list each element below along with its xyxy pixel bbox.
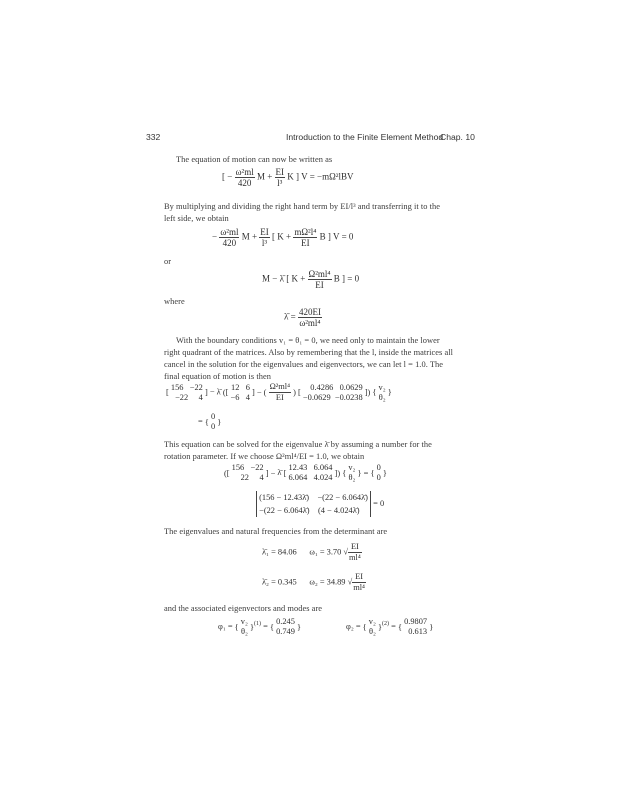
mode1-theta2: θ₂: [240, 627, 248, 636]
eq5-m-12: −22: [189, 382, 203, 392]
eq6-m-11: 156: [231, 463, 245, 472]
eq6-lambda: λ̄: [277, 467, 282, 477]
eq5-matrix-b: [303, 383, 363, 403]
equation-6: ([ 156 −22 22 4 ] − λ̄ [ 12.43 6.064 6.064 4.024 ]) { v₂ θ₂ } = { 0 0 }: [224, 463, 387, 482]
para-boundary-line2: right quadrant of the matrices. Also by remembering that the l, inside the matrices all: [164, 348, 454, 357]
eq1-mid: M +: [256, 171, 273, 182]
eq1-den1: 420: [237, 178, 252, 188]
eq1-lead: [ −: [222, 171, 233, 182]
eq6-matrix-m: [232, 463, 264, 483]
eq5-zero-vector: [211, 412, 215, 432]
eq6-m-21: 22: [240, 473, 249, 482]
mode1-label: φ₁ =: [218, 621, 233, 631]
eq5-zero-2: 0: [210, 422, 216, 431]
mode1-sup: (1): [254, 621, 262, 628]
para-multiply-line1: By multiplying and dividing the right hand term by EI/l³ and transferring it to the: [164, 202, 441, 211]
mode2-values: [404, 617, 427, 637]
equation-4: [284, 307, 322, 328]
mode2-vec: [369, 617, 376, 637]
page-number: 332: [146, 132, 161, 142]
mode2-v2: v₂: [368, 617, 376, 626]
para-multiply-line2: left side, we obtain: [164, 214, 229, 223]
eq2-lead: −: [212, 231, 218, 242]
eq2-mid: M +: [241, 231, 260, 242]
para-boundary-line4: final equation of motion is then: [164, 372, 271, 381]
eq6-vec-v2: v₂: [348, 463, 356, 472]
eq6-k-21: 6.064: [288, 473, 308, 482]
eq6-m-12: −22: [250, 463, 264, 472]
eq5-matrix-m: [171, 383, 203, 403]
eq2-tail: B ] V = 0: [319, 231, 354, 242]
eq5-m-21: −22: [175, 392, 189, 402]
eq7-a11: (156 − 12.43λ̄): [259, 493, 310, 502]
eq7-rhs: = 0: [373, 498, 385, 508]
eq1-num1: ω²ml: [235, 167, 254, 177]
para-boundary-line3: cancel in the solution for the eigenvalues and eigenvectors, we can let l = 1.0. The: [164, 360, 443, 369]
eigen-result-2: λ̄₂ = 0.345 ω₂ = 34.89 √ $\frac{EI}{\text{ml⁴}}$: [262, 572, 365, 592]
eq5-b-12: 0.0629: [339, 382, 363, 392]
eq5-k-11: 12: [231, 382, 240, 392]
mode-2: φ₂ = { v₂ θ₂ }$^{(2)}$ = { 0.9807 0.613 }: [346, 617, 434, 636]
eq6-vec-theta2: θ₂: [348, 473, 356, 482]
mode1-val2: 0.749: [276, 627, 295, 636]
eq2-num3: mΩ²l⁴: [294, 227, 317, 237]
eq5-m-22: 4: [198, 392, 203, 402]
eq2-den3: EI: [301, 238, 310, 248]
eq5-lambda: − λ̄: [209, 387, 221, 397]
eig2-omega: ω₂ = 34.89: [309, 577, 346, 587]
eq1-tail: K ] V = −mΩ²lBV: [287, 171, 354, 182]
eq5-k-21: −6: [230, 392, 240, 402]
eq6-matrix-k: [288, 463, 332, 483]
eq1-num2: EI: [275, 167, 285, 177]
eig2-den: ml⁴: [353, 583, 365, 592]
eig2-num: EI: [352, 572, 366, 583]
eq7-a21: −(22 − 6.064λ̄): [259, 506, 310, 515]
eq4-den: ω²ml⁴: [299, 318, 321, 328]
mode1-values: [276, 617, 295, 637]
eq5-vec-theta2: θ₂: [378, 392, 386, 402]
equation-5: [ 156 −22 −22 4 ] − λ̄ ([ 12 6 −6 4 ] − ( $\frac{\text{Ω²ml⁴}}{EI}$ ) [ 0.4286 0.0629 −0.0629 −0.0238 ]) { v₂ θ₂ }: [166, 382, 392, 402]
mode-1: φ₁ = { v₂ θ₂ }$^{(1)}$ = { 0.245 0.749 }: [218, 617, 302, 636]
or-word: or: [164, 257, 172, 266]
para-solve-line2: rotation parameter. If we choose Ω²ml⁴/EI = 1.0, we obtain: [164, 452, 365, 461]
eigen-result-1: λ̄₁ = 84.06 ω₁ = 3.70 √ $\frac{EI}{\text{ml⁴}}$: [262, 542, 361, 562]
eq6-k-12: 6.064: [313, 463, 333, 472]
where-word: where: [164, 297, 185, 306]
eq7-a22: (4 − 4.024λ̄): [317, 506, 360, 515]
eq6-m-22: 4: [259, 473, 264, 482]
eq4-num: 420EI: [298, 307, 321, 317]
equation-2: [212, 227, 353, 248]
mode1-v2: v₂: [240, 617, 248, 626]
eq2-den1: 420: [222, 238, 237, 248]
eq3-tail: B ] = 0: [333, 273, 360, 284]
eq2-k: [ K +: [272, 231, 292, 242]
eq5-equals: =: [198, 416, 203, 426]
eig1-omega: ω₁ = 3.70: [309, 547, 342, 557]
eq3-den: EI: [315, 280, 324, 290]
eq5-frac-num: Ω²ml⁴: [269, 382, 291, 391]
mode2-sup: (2): [382, 621, 390, 628]
eq2-den2: l³: [261, 238, 268, 248]
eig2-lambda: λ̄₂ = 0.345: [262, 577, 297, 587]
eq6-k-11: 12.43: [288, 463, 308, 472]
eq5-b-11: 0.4286: [310, 382, 334, 392]
mode2-label: φ₂ =: [346, 621, 361, 631]
eq5-vec-v2: v₂: [378, 382, 386, 392]
equation-5-rhs: = { 0 0 }: [198, 412, 222, 431]
para-eigenvalues: The eigenvalues and natural frequencies from the determinant are: [164, 527, 388, 536]
mode1-vec: [241, 617, 248, 637]
eq6-vector: [348, 463, 355, 483]
eq5-k-22: 4: [245, 392, 250, 402]
mode2-val1: 0.9807: [404, 617, 428, 626]
para-boundary-line1: With the boundary conditions v₁ = θ₁ = 0, we need only to maintain the lower: [176, 336, 440, 345]
eq4-lhs: λ̄ =: [284, 311, 296, 322]
mode2-theta2: θ₂: [368, 627, 376, 636]
eig1-lambda: λ̄₁ = 84.06: [262, 547, 297, 557]
eq6-k-22: 4.024: [313, 473, 333, 482]
eq5-frac-den: EI: [275, 393, 284, 402]
para-eigenvectors: and the associated eigenvectors and modes are: [164, 604, 323, 613]
eq6-zero-1: 0: [376, 463, 381, 472]
equation-1: [222, 167, 354, 188]
eig1-den: ml⁴: [349, 553, 361, 562]
equation-3: [262, 269, 359, 290]
eq5-b-21: −0.0629: [302, 392, 331, 402]
eq5-zero-1: 0: [210, 412, 216, 421]
eq7-a12: −(22 − 6.064λ̄): [317, 493, 368, 502]
mode1-val1: 0.245: [276, 617, 295, 626]
eq2-num2: EI: [260, 227, 269, 237]
eq6-zero-vector: [377, 463, 381, 483]
eq5-k-12: 6: [245, 382, 250, 392]
eq6-zero-2: 0: [376, 473, 381, 482]
chapter-label: Chap. 10: [440, 132, 475, 142]
eq1-den2: l³: [277, 178, 283, 188]
eq5-m-11: 156: [170, 382, 184, 392]
eq2-num1: ω²ml: [220, 227, 239, 237]
para-equation-intro: The equation of motion can now be written as: [176, 155, 333, 164]
mode2-val2: 0.613: [408, 627, 428, 636]
eig1-num: EI: [348, 542, 362, 553]
equation-7-determinant: [256, 491, 384, 517]
eq5-vector: [379, 383, 386, 403]
eq5-b-22: −0.0238: [334, 392, 363, 402]
eq3-num: Ω²ml⁴: [308, 269, 331, 279]
para-solve-line1: This equation can be solved for the eigenvalue λ̄ by assuming a number for the: [164, 440, 432, 449]
running-title: Introduction to the Finite Element Method: [286, 132, 444, 142]
eq5-matrix-k: [230, 383, 249, 403]
eq3-lead: M − λ̄ [ K +: [262, 273, 306, 284]
